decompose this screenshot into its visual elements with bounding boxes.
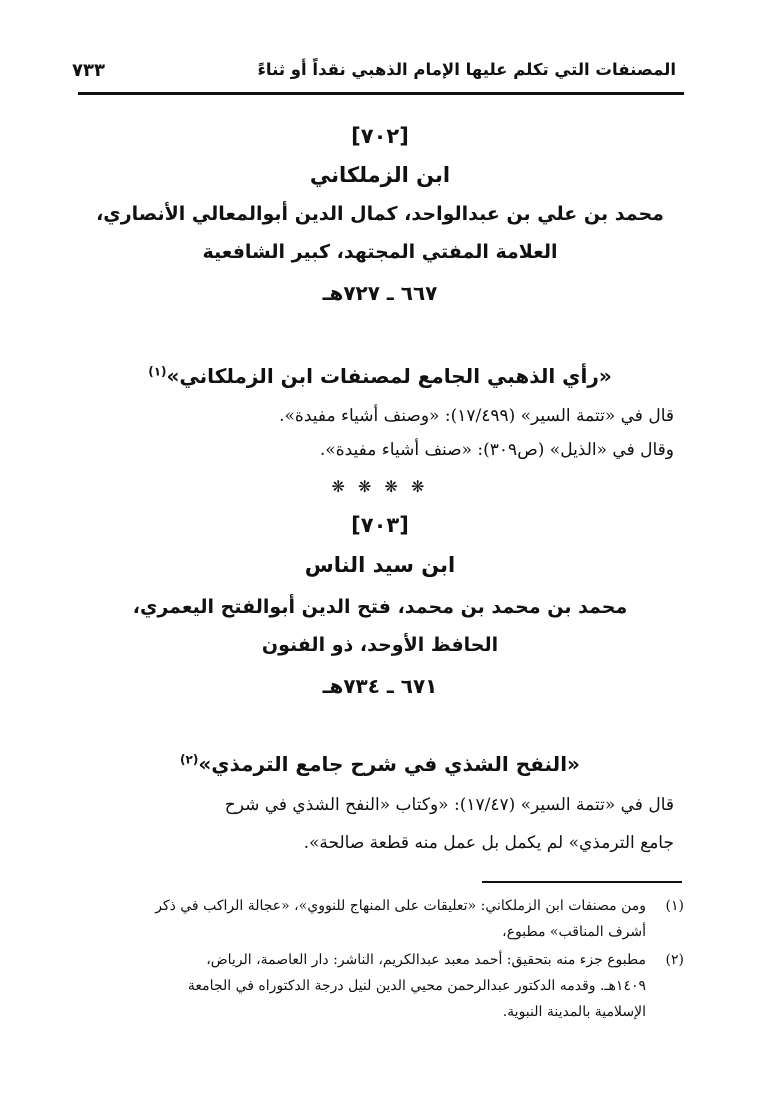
footnote-rule	[482, 881, 682, 883]
section-separator: ❋ ❋ ❋ ❋	[331, 477, 429, 496]
entry-titles: الحافظ الأوحد، ذو الفنون	[261, 634, 499, 656]
entry-name: ابن الزملكاني	[309, 163, 451, 187]
entry-number: [٧٠٣]	[351, 513, 409, 537]
footnote-number: (١)	[665, 898, 684, 914]
entry-dates: ٦٧١ ـ ٧٣٤هـ	[322, 674, 438, 698]
entry-name: ابن سيد الناس	[304, 553, 456, 577]
entry-number: [٧٠٢]	[351, 124, 409, 148]
work-title: «رأي الذهبي الجامع لمصنفات ابن الزملكاني»	[166, 364, 612, 388]
running-header-title: المصنفات التي تكلم عليها الإمام الذهبي نقداً أو ثناءً	[257, 60, 676, 79]
footnote-ref[interactable]: (٢)	[180, 752, 199, 767]
footnote-ref[interactable]: (١)	[148, 364, 167, 379]
page-number: ٧٣٣	[72, 60, 105, 81]
entry-full-name: محمد بن علي بن عبدالواحد، كمال الدين أبوالمعالي الأنصاري،	[96, 203, 664, 225]
quote-line: جامع الترمذي» لم يكمل بل عمل منه قطعة صالحة».	[303, 833, 674, 853]
quote-line: وقال في «الذيل» (ص٣٠٩): «صنف أشياء مفيدة».	[319, 440, 674, 460]
work-heading	[90, 752, 670, 776]
footnote-text: ١٤٠٩هـ. وقدمه الدكتور عبدالرحمن محيي الدين لنيل درجة الدكتوراه في الجامعة	[187, 978, 646, 994]
entry-full-name: محمد بن محمد بن محمد، فتح الدين أبوالفتح اليعمري،	[132, 596, 628, 618]
work-title: «النفح الشذي في شرح جامع الترمذي»	[198, 752, 580, 776]
entry-titles: العلامة المفتي المجتهد، كبير الشافعية	[202, 241, 558, 263]
header-rule	[78, 92, 684, 95]
footnote-text: الإسلامية بالمدينة النبوية.	[502, 1004, 646, 1020]
entry-dates: ٦٦٧ ـ ٧٢٧هـ	[322, 281, 438, 305]
footnote-text: مطبوع جزء منه بتحقيق: أحمد معبد عبدالكريم، الناشر: دار العاصمة، الرياض،	[206, 952, 646, 968]
quote-line: قال في «تتمة السير» (١٧/٤٧): «وكتاب «النفح الشذي في شرح	[224, 795, 674, 815]
footnote-number: (٢)	[665, 952, 684, 968]
footnote-text: أشرف المناقب» مطبوع،	[502, 924, 646, 940]
footnote-text: ومن مصنفات ابن الزملكاني: «تعليقات على المنهاج للنووي»، «عجالة الراكب في ذكر	[155, 898, 646, 914]
quote-line: قال في «تتمة السير» (١٧/٤٩٩): «وصنف أشياء مفيدة».	[279, 406, 674, 426]
work-heading	[90, 364, 670, 388]
